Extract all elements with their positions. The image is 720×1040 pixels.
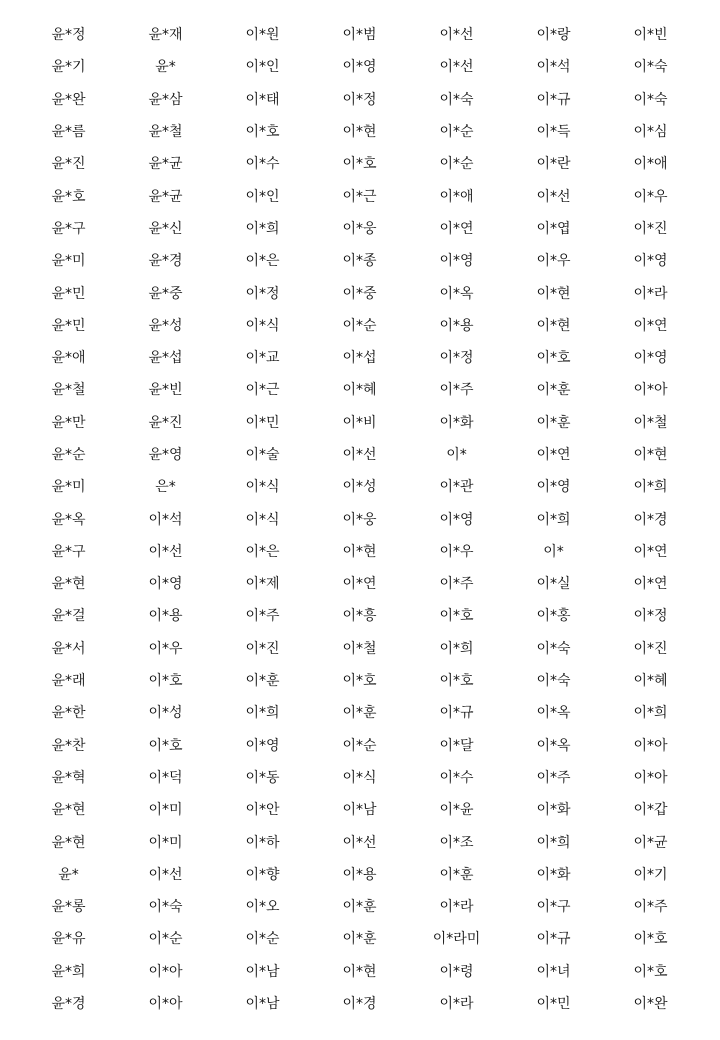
- name-row: [20, 633, 699, 665]
- name-cell: 이*연: [536, 447, 571, 463]
- name-row: [20, 859, 699, 891]
- name-cell: 이*용: [439, 317, 474, 334]
- name-cell: 이*화: [439, 414, 474, 431]
- name-cell: 이*기: [633, 866, 668, 883]
- name-row: [20, 213, 699, 245]
- name-cell: 윤*현: [51, 802, 86, 819]
- name-cell: 이*우: [439, 543, 474, 560]
- name-cell: 윤*현: [51, 576, 86, 593]
- name-cell: 이*영: [342, 59, 377, 76]
- name-cell: 이*완: [633, 996, 668, 1013]
- name-cell: 이*주: [439, 576, 474, 593]
- name-cell: 이*영: [633, 350, 668, 367]
- name-row: [20, 600, 699, 632]
- name-cell: 이*비: [342, 414, 377, 431]
- name-cell: 윤*서: [51, 640, 86, 657]
- name-cell: 이*엽: [536, 220, 571, 237]
- name-cell: 이*규: [536, 91, 571, 108]
- name-cell: 이*란: [536, 156, 571, 173]
- name-row: [20, 342, 699, 374]
- name-cell: 이*웅: [342, 220, 377, 237]
- name-cell: 이*옥: [536, 705, 571, 722]
- name-cell: 이*조: [439, 834, 474, 851]
- name-row: [20, 891, 699, 923]
- name-cell: 이*혜: [633, 673, 668, 690]
- name-row: [20, 697, 699, 729]
- name-cell: 이*제: [245, 576, 280, 593]
- name-cell: 이*숙: [633, 59, 668, 76]
- name-cell: 이*희: [633, 479, 668, 496]
- name-cell: 이*정: [342, 91, 377, 108]
- name-cell: 이*용: [342, 866, 377, 883]
- name-cell: 이*오: [245, 899, 280, 916]
- name-row: [20, 536, 699, 568]
- name-table: [20, 19, 699, 1020]
- name-cell: 윤*진: [51, 156, 86, 173]
- name-cell: 이*정: [439, 350, 474, 367]
- name-row: [20, 245, 699, 277]
- name-cell: 이*연: [633, 317, 668, 334]
- name-cell: 이*주: [245, 608, 280, 625]
- name-cell: 윤*민: [51, 285, 86, 302]
- name-cell: 이*경: [633, 511, 668, 528]
- name-cell: 이*연: [342, 576, 377, 593]
- name-row: [20, 116, 699, 148]
- name-cell: 윤*희: [51, 963, 86, 980]
- name-cell: 이*흥: [342, 608, 377, 625]
- name-cell: 이*영: [439, 511, 474, 528]
- name-cell: 이*근: [342, 188, 377, 205]
- name-row: [20, 762, 699, 794]
- name-cell: 윤*구: [51, 220, 86, 237]
- name-cell: 이*우: [536, 253, 571, 270]
- name-cell: 이*호: [633, 931, 668, 948]
- name-row: [20, 730, 699, 762]
- name-cell: 이*훈: [342, 705, 377, 722]
- name-cell: 이*호: [439, 608, 474, 625]
- name-cell: 이*순: [439, 124, 474, 141]
- name-cell: 이*경: [342, 996, 377, 1013]
- name-cell: 윤*경: [148, 253, 183, 270]
- name-cell: 이*득: [536, 124, 571, 141]
- name-cell: 이*범: [342, 27, 377, 44]
- name-cell: 이*규: [536, 931, 571, 948]
- name-cell: 이*인: [245, 188, 280, 205]
- name-row: [20, 374, 699, 406]
- name-cell: 이*인: [245, 59, 280, 76]
- name-row: [20, 471, 699, 503]
- name-cell: 이*숙: [536, 640, 571, 657]
- name-cell: 이*훈: [342, 931, 377, 948]
- name-cell: 윤*재: [148, 27, 183, 44]
- name-cell: 이*선: [148, 543, 183, 560]
- name-cell: 이*웅: [342, 511, 377, 528]
- name-cell: 이*희: [536, 834, 571, 851]
- name-cell: 이*훈: [245, 673, 280, 690]
- name-cell: 이*규: [439, 705, 474, 722]
- name-cell: 이*선: [148, 866, 183, 883]
- name-cell: 이*중: [342, 285, 377, 302]
- name-cell: 이*호: [148, 737, 183, 754]
- name-cell: 이*현: [342, 963, 377, 980]
- name-cell: 이*정: [245, 285, 280, 302]
- name-cell: 이*근: [245, 382, 280, 399]
- name-cell: 이*심: [633, 124, 668, 141]
- name-cell: 이*태: [245, 91, 280, 108]
- name-row: [20, 794, 699, 826]
- name-cell: 이*숙: [536, 673, 571, 690]
- name-cell: 이*석: [148, 511, 183, 528]
- name-cell: 윤*: [155, 59, 176, 76]
- name-cell: 이*섭: [342, 350, 377, 367]
- name-cell: 이*령: [439, 963, 474, 980]
- name-cell: 이*훈: [342, 899, 377, 916]
- name-cell: 이*종: [342, 253, 377, 270]
- name-cell: 이*수: [439, 769, 474, 786]
- name-cell: 이*아: [148, 963, 183, 980]
- name-cell: 윤*균: [148, 188, 183, 205]
- name-cell: 이*식: [245, 511, 280, 528]
- name-cell: 이*진: [633, 640, 668, 657]
- name-cell: 이*훈: [536, 414, 571, 431]
- name-cell: 이*영: [633, 253, 668, 270]
- name-cell: 이*현: [536, 285, 571, 302]
- name-cell: 윤*래: [51, 673, 86, 690]
- name-cell: 이*용: [148, 608, 183, 625]
- name-cell: 이*연: [439, 220, 474, 237]
- name-cell: 이*화: [536, 866, 571, 883]
- name-cell: 윤*현: [51, 834, 86, 851]
- name-row: [20, 956, 699, 988]
- name-cell: 이*주: [633, 899, 668, 916]
- name-row: [20, 19, 699, 51]
- name-cell: 이*희: [439, 640, 474, 657]
- name-cell: 이*화: [536, 802, 571, 819]
- name-cell: 이*라: [439, 996, 474, 1013]
- name-cell: 윤*완: [51, 91, 86, 108]
- name-cell: 이*선: [439, 27, 474, 44]
- name-cell: 윤*경: [51, 996, 86, 1013]
- name-cell: 윤*철: [51, 382, 86, 399]
- name-cell: 윤*중: [148, 285, 183, 302]
- name-cell: 은*: [155, 479, 176, 496]
- name-row: [20, 988, 699, 1020]
- name-cell: 윤*름: [51, 124, 86, 141]
- name-cell: 이*선: [342, 834, 377, 851]
- name-cell: 이*현: [342, 124, 377, 141]
- name-cell: 이*수: [245, 156, 280, 173]
- name-cell: 이*남: [245, 996, 280, 1013]
- name-row: [20, 310, 699, 342]
- name-cell: 이*홍: [536, 608, 571, 625]
- name-cell: 이*갑: [633, 802, 668, 819]
- name-cell: 이*은: [245, 253, 280, 270]
- name-cell: 이*미: [148, 834, 183, 851]
- name-cell: 이*훈: [536, 382, 571, 399]
- name-cell: 이*영: [245, 737, 280, 754]
- name-cell: 윤*균: [148, 156, 183, 173]
- name-table-body: [20, 19, 699, 1020]
- name-cell: 윤*호: [51, 188, 86, 205]
- name-cell: 이*덕: [148, 769, 183, 786]
- name-cell: 이*안: [245, 802, 280, 819]
- name-cell: 이*남: [342, 802, 377, 819]
- name-cell: 이*윤: [439, 802, 474, 819]
- name-cell: 이*옥: [439, 285, 474, 302]
- name-cell: 이*호: [342, 673, 377, 690]
- name-cell: 윤*만: [51, 414, 86, 431]
- name-cell: 이*구: [536, 899, 571, 916]
- name-cell: 이*성: [148, 705, 183, 722]
- name-cell: 이*철: [342, 640, 377, 657]
- name-cell: 윤*삼: [148, 91, 183, 108]
- name-cell: 윤*진: [148, 414, 183, 431]
- name-cell: 이*아: [633, 737, 668, 754]
- name-cell: 이*민: [536, 996, 571, 1013]
- name-cell: 이*남: [245, 963, 280, 980]
- name-cell: 이*관: [439, 479, 474, 496]
- name-cell: 윤*영: [148, 447, 183, 463]
- name-cell: 이*옥: [536, 737, 571, 754]
- name-cell: 이*라: [633, 285, 668, 302]
- name-cell: 윤*빈: [148, 382, 183, 399]
- name-cell: 윤*애: [51, 350, 86, 367]
- name-cell: 이*영: [536, 479, 571, 496]
- name-row: [20, 84, 699, 116]
- name-cell: 윤*미: [51, 479, 86, 496]
- name-cell: 이*민: [245, 414, 280, 431]
- name-cell: 이*호: [245, 124, 280, 141]
- name-row: [20, 826, 699, 858]
- name-cell: 이*숙: [439, 91, 474, 108]
- name-cell: 이*현: [633, 447, 668, 463]
- name-cell: 이*우: [148, 640, 183, 657]
- name-cell: 이*선: [439, 59, 474, 76]
- name-cell: 이*라미: [432, 931, 481, 948]
- name-cell: 이*술: [245, 447, 280, 463]
- name-cell: 이*식: [342, 769, 377, 786]
- name-cell: 이*: [543, 543, 564, 560]
- name-cell: 이*균: [633, 834, 668, 851]
- name-cell: 이*순: [342, 317, 377, 334]
- name-cell: 윤*걸: [51, 608, 86, 625]
- name-cell: 이*호: [633, 963, 668, 980]
- name-cell: 이*식: [245, 317, 280, 334]
- name-row: [20, 568, 699, 600]
- name-cell: 이*주: [439, 382, 474, 399]
- name-cell: 이*호: [342, 156, 377, 173]
- name-row: [20, 665, 699, 697]
- name-cell: 이*은: [245, 543, 280, 560]
- name-cell: 윤*혁: [51, 769, 86, 786]
- name-cell: 이*호: [148, 673, 183, 690]
- name-cell: 윤*찬: [51, 737, 86, 754]
- name-cell: 이*실: [536, 576, 571, 593]
- name-cell: 윤*유: [51, 931, 86, 948]
- name-cell: 윤*순: [51, 447, 86, 463]
- name-row: [20, 180, 699, 212]
- name-cell: 이*순: [245, 931, 280, 948]
- name-cell: 이*훈: [439, 866, 474, 883]
- name-cell: 이*연: [633, 543, 668, 560]
- name-cell: 이*희: [633, 705, 668, 722]
- name-row: [20, 407, 699, 439]
- name-cell: 윤*롱: [51, 899, 86, 916]
- name-cell: 이*희: [245, 220, 280, 237]
- name-cell: 윤*성: [148, 317, 183, 334]
- name-cell: 이*숙: [148, 899, 183, 916]
- name-row: [20, 277, 699, 309]
- name-row: [20, 503, 699, 535]
- name-cell: 이*진: [633, 220, 668, 237]
- name-cell: 윤*신: [148, 220, 183, 237]
- name-cell: 이*현: [342, 543, 377, 560]
- name-cell: 이*혜: [342, 382, 377, 399]
- name-cell: 윤*기: [51, 59, 86, 76]
- name-cell: 이*순: [439, 156, 474, 173]
- name-cell: 이*녀: [536, 963, 571, 980]
- name-cell: 윤*민: [51, 317, 86, 334]
- name-cell: 이*우: [633, 188, 668, 205]
- name-cell: 이*철: [633, 414, 668, 431]
- name-cell: 이*동: [245, 769, 280, 786]
- name-cell: 윤*: [58, 866, 79, 883]
- name-cell: 이*정: [633, 608, 668, 625]
- name-cell: 윤*미: [51, 253, 86, 270]
- name-cell: 이*주: [536, 769, 571, 786]
- name-cell: 이*향: [245, 866, 280, 883]
- name-cell: 이*식: [245, 479, 280, 496]
- name-cell: 이*원: [245, 27, 280, 44]
- name-cell: 이*아: [633, 382, 668, 399]
- name-cell: 윤*철: [148, 124, 183, 141]
- name-cell: 이*하: [245, 834, 280, 851]
- name-cell: 윤*정: [51, 27, 86, 44]
- name-cell: 이*현: [536, 317, 571, 334]
- name-cell: 윤*섭: [148, 350, 183, 367]
- name-cell: 이*: [446, 447, 467, 463]
- name-row: [20, 148, 699, 180]
- name-cell: 윤*옥: [51, 511, 86, 528]
- name-cell: 윤*한: [51, 705, 86, 722]
- name-cell: 이*랑: [536, 27, 571, 44]
- name-cell: 이*석: [536, 59, 571, 76]
- name-cell: 이*달: [439, 737, 474, 754]
- name-cell: 이*희: [536, 511, 571, 528]
- name-cell: 이*선: [342, 447, 377, 463]
- name-cell: 이*애: [633, 156, 668, 173]
- name-cell: 이*희: [245, 705, 280, 722]
- name-row: [20, 51, 699, 83]
- name-cell: 이*미: [148, 802, 183, 819]
- name-cell: 이*순: [148, 931, 183, 948]
- name-cell: 이*아: [148, 996, 183, 1013]
- name-cell: 이*라: [439, 899, 474, 916]
- name-cell: 이*아: [633, 769, 668, 786]
- name-row: [20, 439, 699, 471]
- name-cell: 이*선: [536, 188, 571, 205]
- name-cell: 이*교: [245, 350, 280, 367]
- name-cell: 이*호: [536, 350, 571, 367]
- name-cell: 이*숙: [633, 91, 668, 108]
- name-cell: 이*진: [245, 640, 280, 657]
- name-cell: 윤*구: [51, 543, 86, 560]
- name-cell: 이*호: [439, 673, 474, 690]
- name-cell: 이*영: [148, 576, 183, 593]
- name-cell: 이*빈: [633, 27, 668, 44]
- name-row: [20, 923, 699, 955]
- name-cell: 이*애: [439, 188, 474, 205]
- name-cell: 이*영: [439, 253, 474, 270]
- name-cell: 이*순: [342, 737, 377, 754]
- name-cell: 이*연: [633, 576, 668, 593]
- name-cell: 이*성: [342, 479, 377, 496]
